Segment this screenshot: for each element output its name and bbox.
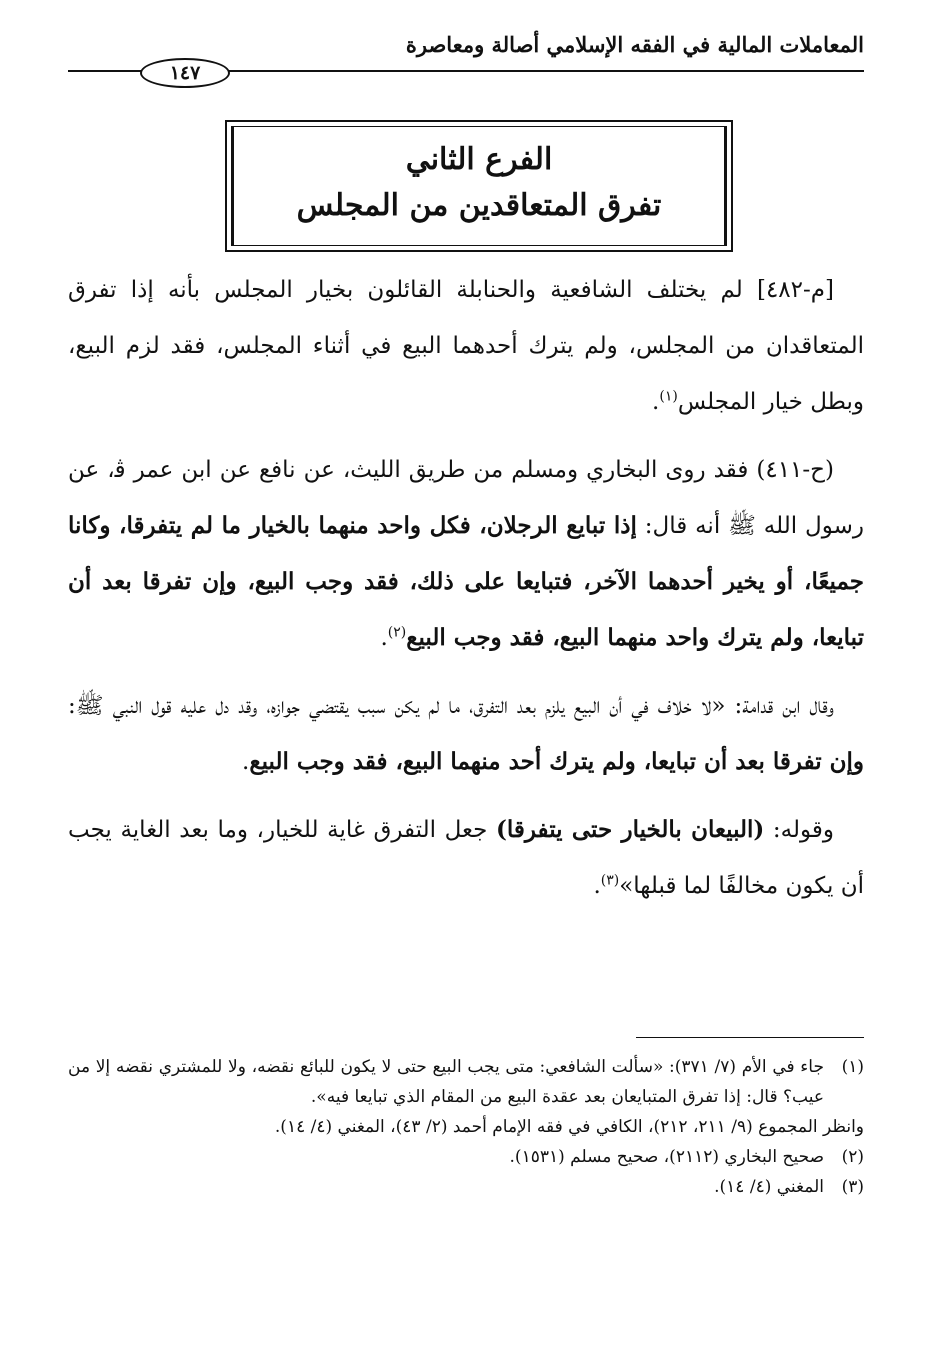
paragraph-1-end: .	[652, 389, 660, 415]
paragraph-1-text: [م-٤٨٢] لم يختلف الشافعية والحنابلة القائلون بخيار المجلس بأنه إذا تفرق المتعاقدان من المجلس، ولم يترك أحدهما البيع في أثناء المجلس، فقد لزم البيع، وبطل خيار المجلس	[68, 277, 864, 415]
footnote-1-text: جاء في الأم (٧/ ٣٧١): «سألت الشافعي: متى يجب البيع حتى لا يكون للبائع نقضه، ولا للمشتري نقضه إلا من عيب؟ قال: إذا تفرق المتبايعان بعد عقدة البيع من المقام الذي تبايعا فيه».	[68, 1057, 824, 1107]
paragraph-3	[68, 678, 864, 790]
paragraph-1	[68, 262, 864, 430]
footnote-3	[68, 1172, 864, 1202]
paragraph-4-rest: جعل التفرق غاية للخيار، وما بعد الغاية يجب أن يكون مخالفًا لما قبلها»	[68, 817, 864, 899]
footnote-3-number: (٣)	[841, 1177, 864, 1197]
paragraph-3-end: .	[242, 749, 250, 775]
footnote-2-text: صحيح البخاري (٢١١٢)، صحيح مسلم (١٥٣١).	[509, 1147, 824, 1167]
section-title-inner-frame	[231, 126, 727, 246]
paragraph-4	[68, 802, 864, 914]
section-title-frame	[225, 120, 733, 252]
footnote-ref-3[interactable]: (٣)	[600, 872, 620, 889]
paragraph-2-end: .	[380, 625, 388, 651]
footnote-separator	[636, 1037, 864, 1038]
running-title: المعاملات المالية في الفقه الإسلامي أصالة ومعاصرة	[405, 32, 864, 57]
footnote-ref-2[interactable]: (٢)	[387, 624, 407, 641]
paragraph-4-intro: وقوله:	[764, 817, 834, 843]
main-text	[68, 262, 864, 926]
hadith-text: إذا تبايع الرجلان، فكل واحد منهما بالخيار ما لم يتفرقا، وكانا جميعًا، أو يخير أحدهما الآخر، فتبايعا على ذلك، فقد وجب البيع، وإن تفرقا بعد أن تبايعا، ولم يترك واحد منهما البيع، فقد وجب البيع	[68, 512, 864, 651]
footnote-1-number: (١)	[841, 1057, 864, 1077]
footnote-3-text: المغني (٤/ ١٤).	[714, 1177, 824, 1197]
footnote-ref-1[interactable]: (١)	[659, 388, 678, 405]
footnotes	[68, 1052, 864, 1202]
paragraph-3-intro: وقال ابن قدامة: «لا خلاف في أن البيع يلزم بعد التفرق، ما لم يكن سبب يقتضي جوازه، وقد دل عليه قول النبي ﷺ:	[68, 693, 834, 719]
footnote-1-continuation: وانظر المجموع (٩/ ٢١١، ٢١٢)، الكافي في فقه الإمام أحمد (٢/ ٤٣)، المغني (٤/ ١٤).	[274, 1117, 864, 1137]
footnote-2	[68, 1142, 864, 1172]
footnote-2-number: (٢)	[841, 1147, 864, 1167]
hadith-quote: وإن تفرقا بعد أن تبايعا، ولم يترك أحد منهما البيع، فقد وجب البيع	[249, 748, 864, 775]
page-number: ١٤٧	[140, 58, 230, 88]
hadith-phrase: (البيعان بالخيار حتى يتفرقا)	[495, 816, 765, 843]
footnote-1	[68, 1052, 864, 1112]
section-title: تفرق المتعاقدين من المجلس	[296, 188, 662, 223]
paragraph-2	[68, 442, 864, 666]
paragraph-2-intro: (ح-٤١١) فقد روى البخاري ومسلم من طريق الليث، عن نافع عن ابن عمر ﭬ، عن رسول الله ﷺ أنه قال:	[68, 457, 864, 539]
branch-heading: الفرع الثاني	[405, 142, 553, 177]
paragraph-4-end: .	[593, 873, 601, 899]
